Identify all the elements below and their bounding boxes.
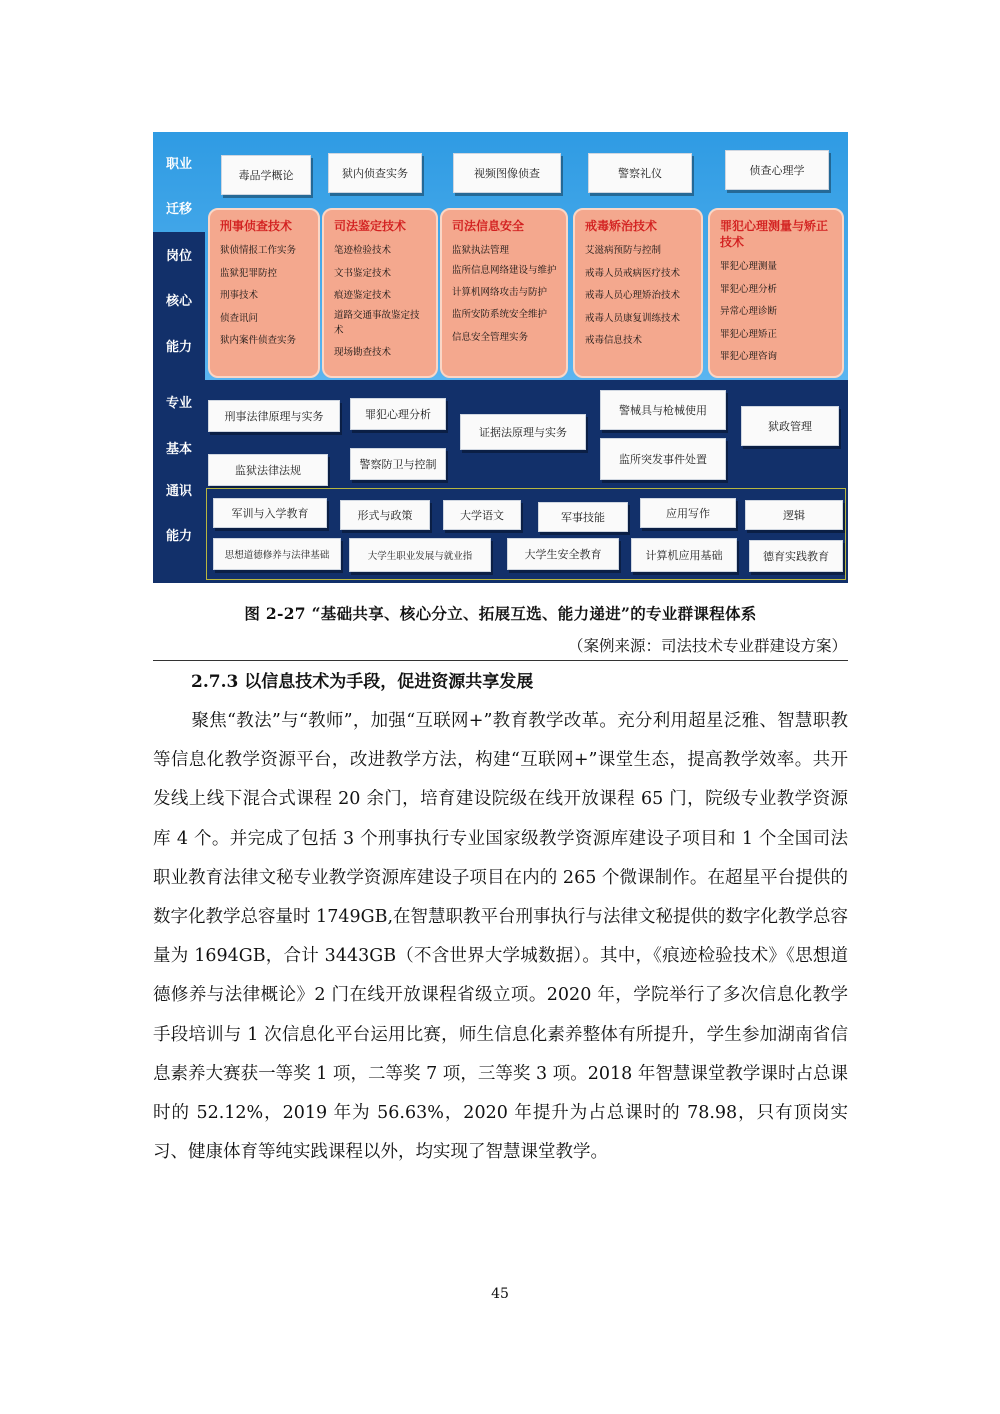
core-course: 痕迹鉴定技术 xyxy=(334,290,392,301)
core-column xyxy=(322,208,438,378)
general-course: 大学语文 xyxy=(443,500,521,530)
core-course: 罪犯心理分析 xyxy=(720,283,778,295)
core-column-title: 刑事侦查技术 xyxy=(220,219,293,233)
core-course: 罪犯心理咨询 xyxy=(720,351,778,362)
general-course: 形式与政策 xyxy=(340,500,430,530)
core-course: 道路交通事故鉴定技术 xyxy=(334,309,420,336)
core-course: 狱侦情报工作实务 xyxy=(220,245,297,256)
basic-course: 罪犯心理分析 xyxy=(350,398,446,430)
general-course: 德育实践教育 xyxy=(749,540,843,572)
core-course: 监所信息网络建设与维护 xyxy=(452,264,557,276)
core-course: 监狱执法管理 xyxy=(452,245,510,256)
core-column xyxy=(573,208,703,378)
core-course: 罪犯心理测量 xyxy=(720,261,778,272)
core-course: 侦查讯问 xyxy=(220,312,259,324)
core-column xyxy=(708,208,844,378)
figure-caption: 图 2-27 “基础共享、核心分立、拓展互选、能力递进”的专业群课程体系 xyxy=(244,604,757,623)
migration-course: 警察礼仪 xyxy=(588,153,692,193)
migration-course: 毒品学概论 xyxy=(221,155,311,195)
core-course: 罪犯心理矫正 xyxy=(720,328,778,340)
migration-course: 侦查心理学 xyxy=(725,150,829,190)
row-label: 职业 xyxy=(165,157,192,172)
general-course: 应用写作 xyxy=(640,498,736,528)
basic-course: 狱政管理 xyxy=(741,406,839,446)
core-course: 刑事技术 xyxy=(220,290,259,301)
migration-course: 狱内侦查实务 xyxy=(328,153,422,193)
general-course: 军事技能 xyxy=(538,502,628,532)
row-label: 基本 xyxy=(165,442,192,457)
basic-course: 监所突发事件处置 xyxy=(600,438,726,480)
core-course: 戒毒人员心理矫治技术 xyxy=(585,290,681,301)
basic-course: 证据法原理与实务 xyxy=(460,414,586,450)
general-course: 逻辑 xyxy=(745,500,843,530)
divider xyxy=(153,660,848,661)
core-course: 文书鉴定技术 xyxy=(334,267,392,279)
core-column-title: 司法鉴定技术 xyxy=(334,219,407,233)
general-course: 军训与入学教育 xyxy=(213,498,327,528)
basic-course: 警察防卫与控制 xyxy=(350,448,446,480)
basic-course: 监狱法律法规 xyxy=(208,454,328,486)
core-course: 笔迹检验技术 xyxy=(334,245,392,256)
core-course: 计算机网络攻击与防护 xyxy=(452,286,548,298)
migration-course: 视频图像侦查 xyxy=(453,153,561,193)
core-course: 戒毒信息技术 xyxy=(585,335,643,346)
core-course: 戒毒人员戒病医疗技术 xyxy=(585,267,681,279)
general-course: 思想道德修养与法律基础 xyxy=(213,538,341,570)
core-column-title: 戒毒矫治技术 xyxy=(585,219,658,233)
core-column xyxy=(208,208,320,378)
row-label: 岗位 xyxy=(165,249,192,264)
core-column-title: 罪犯心理测量与矫正技术 xyxy=(720,219,829,249)
general-course: 计算机应用基础 xyxy=(631,538,737,572)
row-label: 核心 xyxy=(165,294,192,309)
figure-source: （案例来源：司法技术专业群建设方案） xyxy=(567,637,847,655)
basic-course: 刑事法律原理与实务 xyxy=(208,400,340,432)
row-label: 专业 xyxy=(165,396,192,411)
section-heading: 2.7.3 以信息技术为手段，促进资源共享发展 xyxy=(191,672,534,692)
row-label: 通识 xyxy=(165,484,192,499)
core-column xyxy=(440,208,568,378)
basic-course: 警械具与枪械使用 xyxy=(600,390,726,430)
row-label: 迁移 xyxy=(165,202,192,217)
core-course: 艾滋病预防与控制 xyxy=(585,245,662,256)
core-course: 异常心理诊断 xyxy=(720,306,778,317)
core-column-title: 司法信息安全 xyxy=(452,219,525,233)
general-course: 大学生安全教育 xyxy=(507,538,619,570)
general-course: 大学生职业发展与就业指 xyxy=(349,538,491,572)
course-system-diagram xyxy=(153,132,848,583)
core-course: 监所安防系统安全维护 xyxy=(452,309,548,320)
row-label: 能力 xyxy=(165,340,192,355)
core-course: 狱内案件侦查实务 xyxy=(220,335,297,346)
core-course: 监狱犯罪防控 xyxy=(220,267,278,279)
core-course: 现场勘查技术 xyxy=(334,346,392,358)
core-course: 戒毒人员康复训练技术 xyxy=(585,312,681,324)
row-label: 能力 xyxy=(165,529,192,544)
body-paragraph: 聚焦“教法”与“教师”，加强“互联网+”教育教学改革。充分利用超星泛雅、智慧职教等信息化教学资源平台，改进教学方法，构建“互联网+”课堂生态，提高教学效率。共开发线上线下混合式课程 20 余门，培育建设院级在线开放课程 65 门，院级专业教学资源库 4 个。并完成了包括 3 个刑事执行专业国家级教学资源库建设子项目和 1 个全国司法职业教育法律文秘专业教学资源库建设子项目在内的 265 个微课制作。在超星平台提供的数字化教学总容量时 1749GB,在智慧职教平台刑事执行与法律文秘提供的数字化教学总容量为 1694GB，合计 3443GB（不含世界大学城数据）。其中，《痕迹检验技术》《思想道德修养与法律概论》2 门在线开放课程省级立项。2020 年，学院举行了多次信息化教学手段培训与 1 次信息化平台运用比赛，师生信息化素养整体有所提升，学生参加湖南省信息素养大赛获一等奖 1 项，二等奖 7 项，三等奖 3 项。2018 年智慧课堂教学课时占总课时的 52.12%，2019 年为 56.63%，2020 年提升为占总课时的 78.98，只有顶岗实习、健康体育等纯实践课程以外，均实现了智慧课堂教学。 xyxy=(153,711,848,1163)
core-course: 信息安全管理实务 xyxy=(452,331,529,343)
page-number: 45 xyxy=(491,1286,509,1302)
